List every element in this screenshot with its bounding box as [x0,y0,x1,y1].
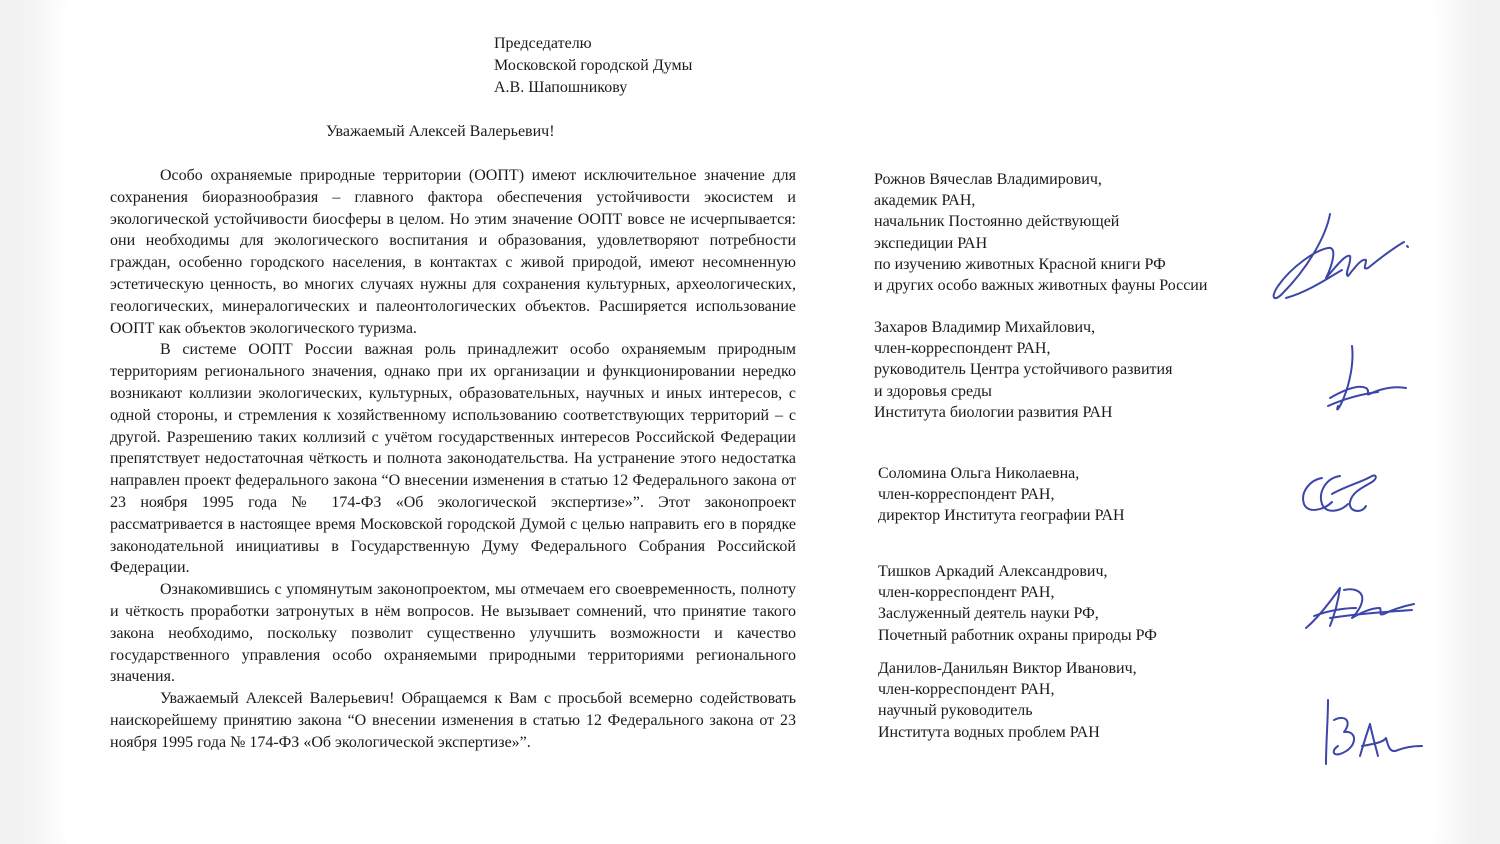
signature-danilov-danilyan [1318,694,1426,770]
salutation: Уважаемый Алексей Валерьевич! [326,123,555,140]
signer-name: Рожнов Вячеслав Владимирович, [874,171,1102,188]
signer-title: академик РАН, [874,192,976,210]
signature-rozhnov [1268,208,1413,308]
signer-title: по изучению животных Красной книги РФ [874,255,1166,273]
letter-body [110,165,796,754]
signer-solomina [878,463,1125,527]
signature-zakharov [1322,340,1412,420]
signer-title: и здоровья среды [874,382,992,400]
signer-title: член-корреспондент РАН, [878,486,1055,504]
signer-rozhnov [874,169,1207,296]
body-paragraph: Уважаемый Алексей Валерьевич! Обращаемся к Вам с просьбой всемерно содействовать наискорейшему принятию закона “О внесении изменения в статью 12 Федерального закона от 23 ноября 1995 года № 174-ФЗ «Об экологической экспертизе»”. [110,690,796,751]
body-paragraph: В системе ООПТ России важная роль принадлежит особо охраняемым природным территориям регионального значения, однако при их организации и функционировании нередко возникают коллизии экологических, культурных, образовательных, научных и иных интересов, с одной стороны, и стремления к хозяйственному использованию соответствующих территорий – с другой. Разрешению таких коллизий с учётом государственных интересов Российской Федерации препятствует недостаточная чёткость и полнота законодательства. На устранение этого недостатка направлен проект федерального закона “О внесении изменения в статью 12 Федерального закона от 23 ноября 1995 года № 174-ФЗ «Об экологической экспертизе»”. Этот законопроект рассматривается в настоящее время Московской городской Думой с целью направить его в порядке законодательной инициативы в Государственную Думу Федерального Собрания Российской Федерации. [110,341,796,577]
signer-title: член-корреспондент РАН, [878,681,1055,699]
signer-title: и других особо важных животных фауны России [874,277,1208,295]
signer-name: Соломина Ольга Николаевна, [878,465,1080,482]
signer-title: экспедиции РАН [874,234,988,252]
signer-danilov-danilyan [878,658,1137,743]
signer-title: Института биологии развития РАН [874,403,1113,421]
signature-tishkov [1300,578,1420,638]
addressee-line: А.В. Шапошникову [494,79,628,96]
signer-title: начальник Постоянно действующей [874,213,1120,231]
body-paragraph: Ознакомившись с упомянутым законопроектом, мы отмечаем его своевременность, полноту и чёткость проработки затронутых в нём вопросов. Не вызывает сомнений, что принятие такого закона необходимо, поскольку позволит существенно улучшить возможности и качество государственного управления особо охраняемыми природными территориями регионального значения. [110,581,796,686]
signer-title: Заслуженный деятель науки РФ, [878,605,1099,623]
signer-zakharov [874,317,1172,423]
signer-title: член-корреспондент РАН, [874,340,1051,358]
addressee-line: Московской городской Думы [494,57,693,74]
signer-name: Данилов-Данильян Виктор Иванович, [878,660,1137,677]
signer-tishkov [878,561,1157,646]
signer-title: директор Института географии РАН [878,507,1125,525]
signer-title: научный руководитель [878,702,1033,720]
signer-name: Захаров Владимир Михайлович, [874,319,1096,336]
signature-solomina [1292,462,1382,524]
signer-name: Тишков Аркадий Александрович, [878,563,1108,580]
body-paragraph: Особо охраняемые природные территории (ООПТ) имеют исключительное значение для сохранения биоразнообразия – главного фактора обеспечения устойчивости экосистем и экологической устойчивости биосферы в целом. Но этим значение ООПТ вовсе не исчерпывается: они необходимы для экологического воспитания и образования, удовлетворяют потребности граждан, особенно городского населения, в контактах с живой природой, имеют несомненную эстетическую ценность, во многих случаях нужны для сохранения культурных, археологических, геологических, минералогических и палеонтологических объектов. Расширяется использование ООПТ как объектов экологического туризма. [110,167,796,337]
signer-title: член-корреспондент РАН, [878,584,1055,602]
addressee-line: Председателю [494,35,592,52]
signer-title: Почетный работник охраны природы РФ [878,626,1157,644]
signer-title: Института водных проблем РАН [878,723,1100,741]
addressee-block [494,33,794,99]
signer-title: руководитель Центра устойчивого развития [874,361,1173,379]
